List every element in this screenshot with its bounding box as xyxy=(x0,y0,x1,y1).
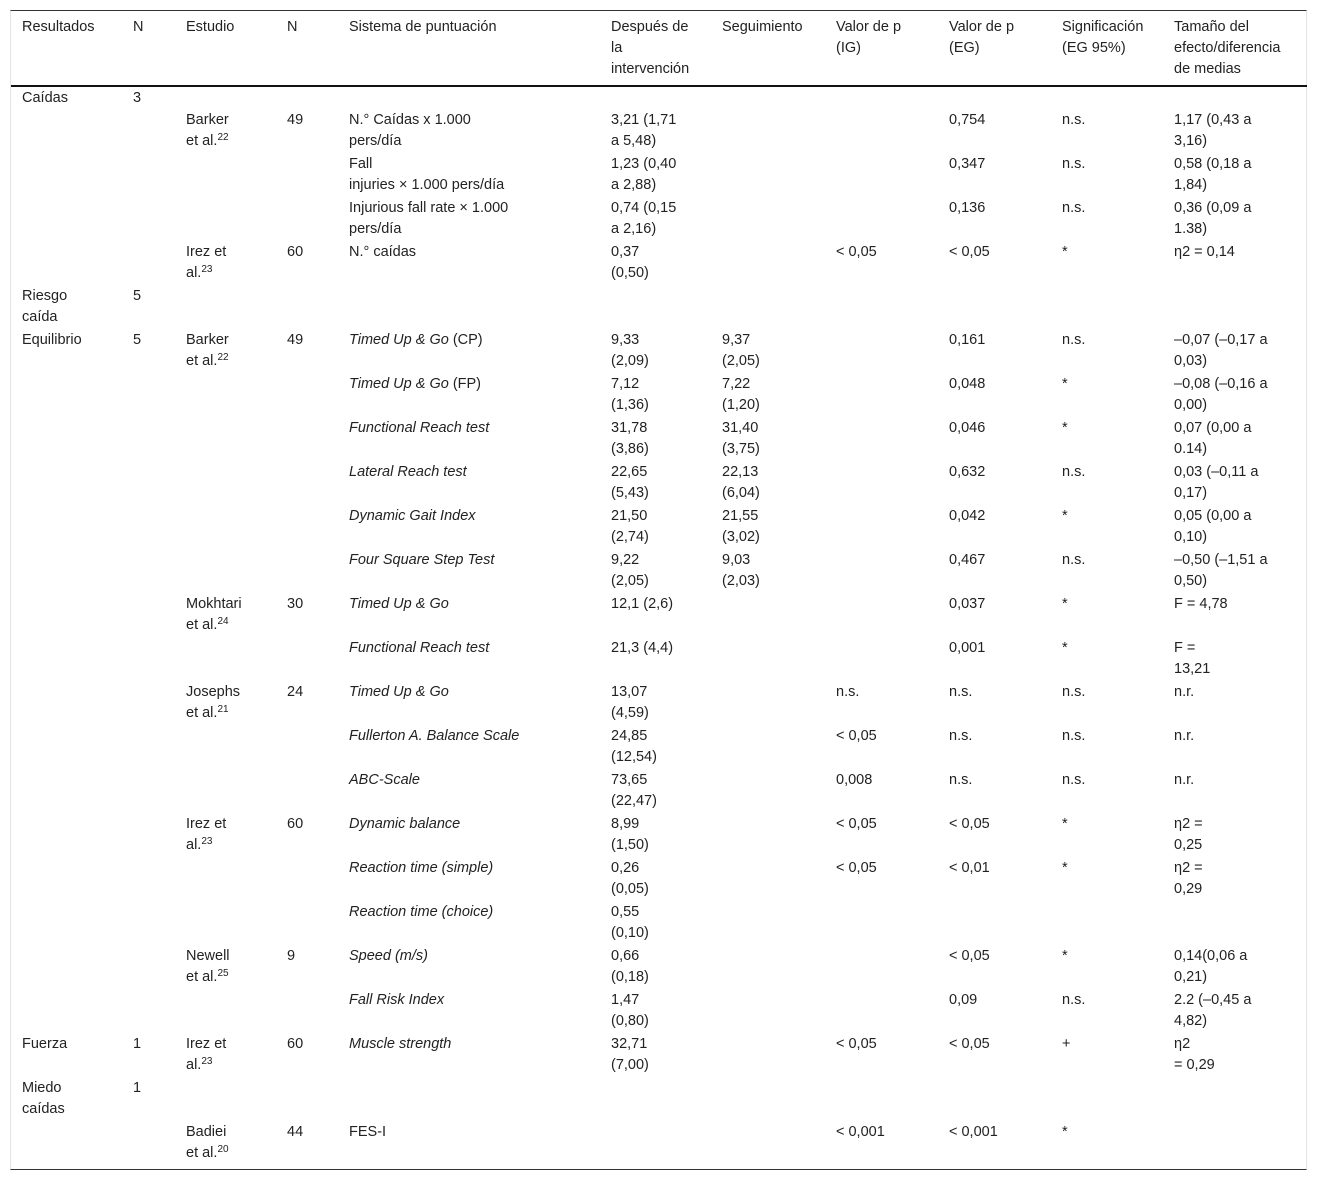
col-header-p-eg: Valor de p (EG) xyxy=(949,19,1015,56)
effect-size-cell: F = 13,21 xyxy=(1174,640,1211,677)
effect-size-cell: F = 4,78 xyxy=(1174,596,1228,612)
p-value-eg-cell: 0,136 xyxy=(949,200,986,216)
post-intervention-cell: 24,85 (12,54) xyxy=(611,728,657,765)
significance-cell: n.s. xyxy=(1062,772,1086,788)
post-intervention-cell: 8,99 (1,50) xyxy=(611,816,649,853)
p-value-ig-cell: n.s. xyxy=(836,684,860,700)
study-name: Irez et al.$^{23}$ xyxy=(186,816,227,853)
p-value-ig-cell: < 0,05 xyxy=(836,244,877,260)
group-label: Miedo caídas xyxy=(22,1080,65,1117)
group-n: 5 xyxy=(133,332,142,348)
study-n: 30 xyxy=(287,596,304,612)
study-name: Mokhtari et al.$^{24}$ xyxy=(186,596,242,633)
col-header-p-ig: Valor de p (IG) xyxy=(836,19,902,56)
p-value-eg-cell: n.s. xyxy=(949,728,973,744)
p-value-eg-cell: 0,037 xyxy=(949,596,986,612)
group-n: 1 xyxy=(133,1036,142,1052)
effect-size-cell: 0,05 (0,00 a 0,10) xyxy=(1174,508,1252,545)
effect-size-cell: n.r. xyxy=(1174,684,1195,700)
study-ref: 22 xyxy=(217,132,229,143)
p-value-eg-cell: 0,754 xyxy=(949,112,986,128)
p-value-eg-cell: 0,046 xyxy=(949,420,986,436)
significance-cell: * xyxy=(1062,860,1068,876)
scoring-system-cell: Fullerton A. Balance Scale xyxy=(349,728,520,744)
group-label: Fuerza xyxy=(22,1036,68,1052)
effect-size-cell: –0,50 (–1,51 a 0,50) xyxy=(1174,552,1268,589)
p-value-eg-cell: 0,048 xyxy=(949,376,986,392)
study-ref: 23 xyxy=(201,264,213,275)
follow-up-cell: 31,40 (3,75) xyxy=(722,420,760,457)
effect-size-cell: –0,08 (–0,16 a 0,00) xyxy=(1174,376,1268,413)
post-intervention-cell: 1,47 (0,80) xyxy=(611,992,649,1029)
study-ref: 24 xyxy=(217,616,229,627)
study-n: 24 xyxy=(287,684,304,700)
post-intervention-cell: 32,71 (7,00) xyxy=(611,1036,649,1073)
study-name: Barker et al.$^{22}$ xyxy=(186,112,229,149)
effect-size-cell: n.r. xyxy=(1174,772,1195,788)
follow-up-cell: 7,22 (1,20) xyxy=(722,376,760,413)
p-value-eg-cell: 0,042 xyxy=(949,508,986,524)
scoring-system-cell: Four Square Step Test xyxy=(349,552,495,568)
post-intervention-cell: 13,07 (4,59) xyxy=(611,684,649,721)
scoring-system-cell: Dynamic Gait Index xyxy=(349,508,476,524)
significance-cell: n.s. xyxy=(1062,464,1086,480)
effect-size-cell: η2 = 0,25 xyxy=(1174,816,1203,853)
study-n: 60 xyxy=(287,816,304,832)
post-intervention-cell: 0,74 (0,15 a 2,16) xyxy=(611,200,677,237)
study-ref: 23 xyxy=(201,1056,213,1067)
scoring-system-cell: Lateral Reach test xyxy=(349,464,467,480)
follow-up-cell: 22,13 (6,04) xyxy=(722,464,760,501)
significance-cell: * xyxy=(1062,420,1068,436)
col-header-resultados: Resultados xyxy=(22,19,95,35)
post-intervention-cell: 9,22 (2,05) xyxy=(611,552,649,589)
p-value-eg-cell: < 0,05 xyxy=(949,948,990,964)
effect-size-cell: 0,58 (0,18 a 1,84) xyxy=(1174,156,1252,193)
scoring-system-cell: Functional Reach test xyxy=(349,640,490,656)
scoring-system-cell: Timed Up & Go (FP) xyxy=(349,376,482,392)
study-name: Badiei et al.$^{20}$ xyxy=(186,1124,229,1161)
p-value-eg-cell: 0,161 xyxy=(949,332,986,348)
effect-size-cell: 0,14(0,06 a 0,21) xyxy=(1174,948,1248,985)
p-value-ig-cell: 0,008 xyxy=(836,772,873,788)
follow-up-cell: 9,03 (2,03) xyxy=(722,552,760,589)
study-n: 49 xyxy=(287,332,304,348)
post-intervention-cell: 0,66 (0,18) xyxy=(611,948,649,985)
post-intervention-cell: 12,1 (2,6) xyxy=(611,596,674,612)
col-header-estudio: Estudio xyxy=(186,19,235,35)
post-intervention-cell: 21,50 (2,74) xyxy=(611,508,649,545)
scoring-system-cell: Timed Up & Go xyxy=(349,596,449,612)
post-intervention-cell: 9,33 (2,09) xyxy=(611,332,649,369)
post-intervention-cell: 31,78 (3,86) xyxy=(611,420,649,457)
p-value-ig-cell: < 0,001 xyxy=(836,1124,885,1140)
scoring-system-cell: Fall Risk Index xyxy=(349,992,445,1008)
significance-cell: n.s. xyxy=(1062,200,1086,216)
study-ref: 22 xyxy=(217,352,229,363)
effect-size-cell: 1,17 (0,43 a 3,16) xyxy=(1174,112,1252,149)
scoring-system-cell: Speed (m/s) xyxy=(349,948,428,964)
scoring-system-cell: Fall injuries × 1.000 pers/día xyxy=(349,156,505,193)
effect-size-cell: –0,07 (–0,17 a 0,03) xyxy=(1174,332,1268,369)
significance-cell: n.s. xyxy=(1062,728,1086,744)
effect-size-cell: η2 = 0,29 xyxy=(1174,1036,1215,1073)
p-value-eg-cell: < 0,001 xyxy=(949,1124,998,1140)
effect-size-cell: 0,03 (–0,11 a 0,17) xyxy=(1174,464,1259,501)
group-label: Riesgo caída xyxy=(22,288,68,325)
study-name: Irez et al.$^{23}$ xyxy=(186,244,227,281)
effect-size-cell: η2 = 0,14 xyxy=(1174,244,1235,260)
scoring-system-cell: Functional Reach test xyxy=(349,420,490,436)
p-value-eg-cell: 0,001 xyxy=(949,640,986,656)
study-ref: 21 xyxy=(217,704,229,715)
group-n: 5 xyxy=(133,288,142,304)
group-n: 1 xyxy=(133,1080,142,1096)
study-n: 49 xyxy=(287,112,304,128)
p-value-eg-cell: 0,632 xyxy=(949,464,986,480)
significance-cell: + xyxy=(1062,1036,1071,1052)
significance-cell: n.s. xyxy=(1062,156,1086,172)
effect-size-cell: η2 = 0,29 xyxy=(1174,860,1203,897)
study-ref: 23 xyxy=(201,836,213,847)
col-header-n-study: N xyxy=(287,19,298,35)
scoring-system-cell: N.° Caídas x 1.000 pers/día xyxy=(349,112,471,149)
post-intervention-cell: 7,12 (1,36) xyxy=(611,376,649,413)
study-ref: 20 xyxy=(217,1144,229,1155)
significance-cell: n.s. xyxy=(1062,112,1086,128)
effect-size-cell: 0,36 (0,09 a 1.38) xyxy=(1174,200,1252,237)
col-header-sistema: Sistema de puntuación xyxy=(349,19,497,35)
significance-cell: * xyxy=(1062,244,1068,260)
p-value-eg-cell: n.s. xyxy=(949,684,973,700)
scoring-system-cell: Timed Up & Go xyxy=(349,684,449,700)
significance-cell: * xyxy=(1062,640,1068,656)
study-n: 60 xyxy=(287,244,304,260)
post-intervention-cell: 0,37 (0,50) xyxy=(611,244,649,281)
significance-cell: * xyxy=(1062,948,1068,964)
significance-cell: n.s. xyxy=(1062,992,1086,1008)
study-ref: 25 xyxy=(217,968,229,979)
col-header-seguimiento: Seguimiento xyxy=(722,19,803,35)
significance-cell: * xyxy=(1062,596,1068,612)
effect-size-cell: 0,07 (0,00 a 0.14) xyxy=(1174,420,1252,457)
p-value-ig-cell: < 0,05 xyxy=(836,860,877,876)
follow-up-cell: 9,37 (2,05) xyxy=(722,332,760,369)
significance-cell: n.s. xyxy=(1062,552,1086,568)
study-n: 60 xyxy=(287,1036,304,1052)
scoring-system-cell: Reaction time (simple) xyxy=(349,860,494,876)
study-name: Josephs et al.$^{21}$ xyxy=(186,684,241,721)
significance-cell: * xyxy=(1062,376,1068,392)
significance-cell: * xyxy=(1062,816,1068,832)
p-value-ig-cell: < 0,05 xyxy=(836,728,877,744)
post-intervention-cell: 22,65 (5,43) xyxy=(611,464,649,501)
p-value-eg-cell: < 0,01 xyxy=(949,860,990,876)
significance-cell: n.s. xyxy=(1062,332,1086,348)
study-name: Newell et al.$^{25}$ xyxy=(186,948,230,985)
header-rule xyxy=(11,85,1307,87)
study-n: 44 xyxy=(287,1124,304,1140)
scoring-system-cell: Timed Up & Go (CP) xyxy=(349,332,483,348)
post-intervention-cell: 3,21 (1,71 a 5,48) xyxy=(611,112,677,149)
post-intervention-cell: 0,55 (0,10) xyxy=(611,904,649,941)
significance-cell: * xyxy=(1062,1124,1068,1140)
study-n: 9 xyxy=(287,948,296,964)
p-value-eg-cell: < 0,05 xyxy=(949,244,990,260)
p-value-eg-cell: < 0,05 xyxy=(949,816,990,832)
scoring-system-cell: Muscle strength xyxy=(349,1036,452,1052)
p-value-eg-cell: < 0,05 xyxy=(949,1036,990,1052)
p-value-ig-cell: < 0,05 xyxy=(836,816,877,832)
p-value-ig-cell: < 0,05 xyxy=(836,1036,877,1052)
group-n: 3 xyxy=(133,90,142,106)
study-name: Barker et al.$^{22}$ xyxy=(186,332,229,369)
col-header-n: N xyxy=(133,19,144,35)
scoring-system-cell: FES-I xyxy=(349,1124,387,1140)
group-label: Caídas xyxy=(22,90,68,106)
group-label: Equilibrio xyxy=(22,332,82,348)
study-name: Irez et al.$^{23}$ xyxy=(186,1036,227,1073)
col-header-significacion: Significación (EG 95%) xyxy=(1062,19,1144,56)
effect-size-cell: n.r. xyxy=(1174,728,1195,744)
significance-cell: * xyxy=(1062,508,1068,524)
scoring-system-cell: Dynamic balance xyxy=(349,816,461,832)
p-value-eg-cell: 0,347 xyxy=(949,156,986,172)
scoring-system-cell: Injurious fall rate × 1.000 pers/día xyxy=(349,200,509,237)
scoring-system-cell: Reaction time (choice) xyxy=(349,904,494,920)
follow-up-cell: 21,55 (3,02) xyxy=(722,508,760,545)
p-value-eg-cell: 0,467 xyxy=(949,552,986,568)
col-header-despues: Después de la intervención xyxy=(611,19,690,77)
post-intervention-cell: 0,26 (0,05) xyxy=(611,860,649,897)
post-intervention-cell: 73,65 (22,47) xyxy=(611,772,657,809)
scoring-system-cell: N.° caídas xyxy=(349,244,417,260)
effect-size-cell: 2.2 (–0,45 a 4,82) xyxy=(1174,992,1252,1029)
scoring-system-cell: ABC-Scale xyxy=(349,772,420,788)
post-intervention-cell: 21,3 (4,4) xyxy=(611,640,674,656)
p-value-eg-cell: 0,09 xyxy=(949,992,978,1008)
significance-cell: n.s. xyxy=(1062,684,1086,700)
p-value-eg-cell: n.s. xyxy=(949,772,973,788)
post-intervention-cell: 1,23 (0,40 a 2,88) xyxy=(611,156,677,193)
col-header-tamano: Tamaño del efecto/diferencia de medias xyxy=(1174,19,1281,77)
